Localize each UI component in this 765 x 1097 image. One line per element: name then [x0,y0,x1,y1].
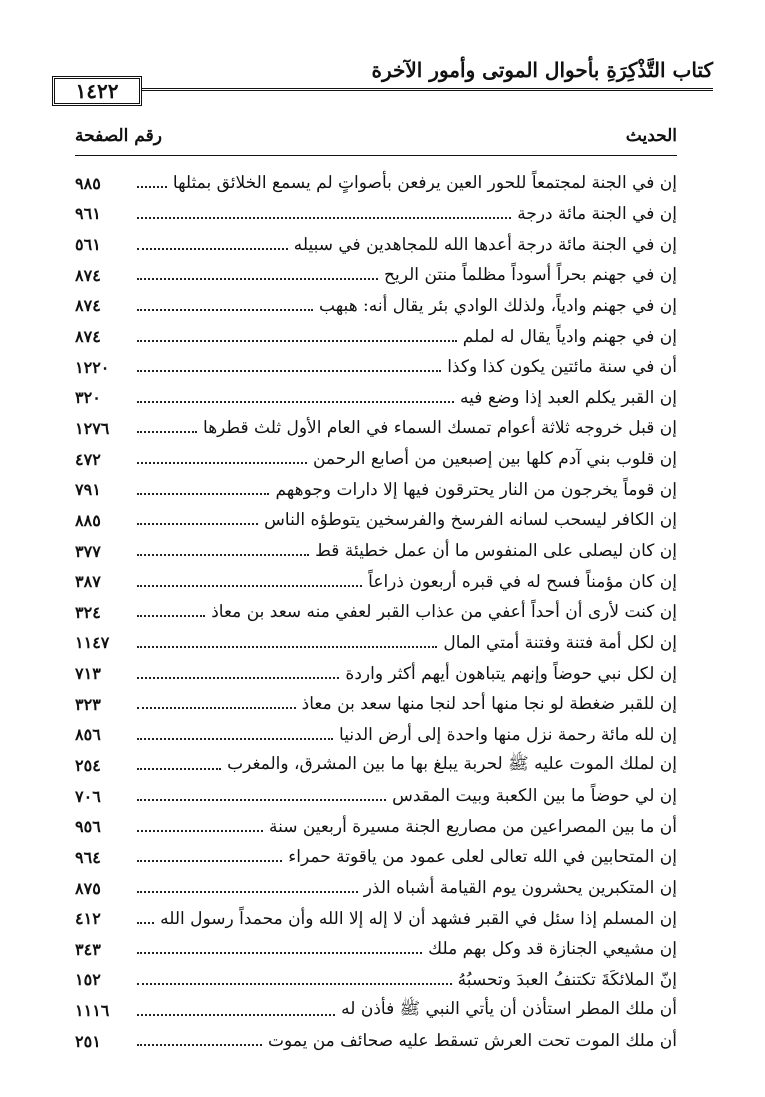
index-entry [75,474,677,505]
index-entry [75,628,677,659]
dot-leader [137,768,221,770]
entry-page-number: ١٢٢٠ [75,357,110,377]
index-entry [75,536,677,567]
dot-leader [137,891,358,893]
entry-text: إن القبر يكلم العبد إذا وضع فيه [460,387,677,408]
entry-page-number: ٧٩١ [75,480,101,500]
running-header [52,58,713,102]
entry-page-number: ٤٧٢ [75,449,101,469]
header-rule [142,88,713,91]
entry-page-number: ٧١٣ [75,664,101,684]
entry-page-number: ٣٢٣ [75,694,101,714]
index-entry [75,965,677,996]
index-entry [75,995,677,1026]
entry-text: إن في الجنة لمجتمعاً للحور العين يرفعن بأصواتٍ لم يسمع الخلائق بمثلها [172,173,677,194]
dot-leader [137,738,333,740]
index-entry [75,444,677,475]
dot-leader [137,401,454,403]
index-entry [75,873,677,904]
index-entry [75,352,677,383]
dot-leader [137,615,205,617]
page-number-box [52,76,142,106]
index-entry [75,811,677,842]
entry-text: أن ما بين المصراعين من مصاريع الجنة مسيرة أربعين سنة [268,816,677,837]
entry-text: أن في سنة مائتين يكون كذا وكذا [447,357,677,378]
entry-text: إن مشيعي الجنازة قد وكل بهم ملك [428,939,677,960]
dot-leader [137,799,386,801]
index-entry [75,168,677,199]
entry-page-number: ٩٦٤ [75,847,101,867]
entry-page-number: ٢٥٤ [75,755,101,775]
dot-leader [137,370,441,372]
entry-page-number: ٩٥٦ [75,817,101,837]
entry-page-number: ٣٢٤ [75,602,101,622]
entry-text: إن كنت لأرى أن أحداً أعفي من عذاب القبر لعفي منه سعد بن معاذ [211,602,677,623]
entry-text: إن للقبر ضغطة لو نجا منها أحد لنجا منها سعد بن معاذ [301,694,677,715]
entry-text: إن قوماً يخرجون من النار يحترقون فيها إلا دارات وجوههم [275,479,677,500]
index-entry [75,199,677,230]
index-entry [75,291,677,322]
entry-page-number: ٨٧٥ [75,878,101,898]
entry-page-number: ٤١٢ [75,909,101,929]
dot-leader [137,922,154,924]
entry-text: إن المتحابين في الله تعالى لعلى عمود من ياقوتة حمراء [288,847,677,868]
index-entry [75,1026,677,1057]
dot-leader [137,462,307,464]
entry-text: إن لكل نبي حوضاً وإنهم يتباهون أيهم أكثر واردة [345,663,677,684]
entry-text: إن لملك الموت عليه ﷺ لحربة يبلغ بها ما بين المشرق، والمغرب [227,753,677,774]
dot-leader [137,585,362,587]
dot-leader [137,860,282,862]
index-entry [75,750,677,781]
entry-text: إن لي حوضاً ما بين الكعبة وبيت المقدس [392,786,677,807]
index-entry [75,260,677,291]
index-entry [75,413,677,444]
index-entry [75,903,677,934]
entry-text: إن لكل أمة فتنة وفتنة أمتي المال [443,632,677,653]
entry-page-number: ٩٨٥ [75,173,101,193]
index-entry [75,566,677,597]
entry-text: إن في جهنم وادياً، ولذلك الوادي بئر يقال أنه: هبهب [319,295,677,316]
dot-leader [137,952,422,954]
entry-text: إن المسلم إذا سئل في القبر فشهد أن لا إله إلا الله وأن محمداً رسول الله [160,908,677,929]
entry-text: إن في الجنة مائة درجة أعدها الله للمجاهدين في سبيله [293,234,677,255]
entry-text: أن ملك المطر استأذن أن يأتي النبي ﷺ فأذن له [341,999,677,1020]
entry-text: إن في جهنم بحراً أسوداً مظلماً منتن الريح [384,265,677,286]
dot-leader [137,523,258,525]
entry-page-number: ١١١٦ [75,1001,110,1021]
entry-text: إن في جهنم وادياً يقال له لملم [462,326,677,347]
index-entry [75,382,677,413]
dot-leader [137,554,309,556]
column-header-hadith: الحديث [625,126,677,146]
dot-leader [137,340,457,342]
dot-leader [137,830,263,832]
dot-leader [137,217,511,219]
index-entry [75,842,677,873]
index-entry [75,689,677,720]
dot-leader [137,493,269,495]
entry-text: إن كان مؤمناً فسح له في قبره أربعون ذراعاً [368,571,677,592]
entry-page-number: ٨٨٥ [75,510,101,530]
entry-page-number: ٩٦١ [75,204,101,224]
column-header-rule [75,155,677,156]
entry-page-number: ٣٤٣ [75,939,101,959]
dot-leader [137,1014,335,1016]
entry-page-number: ٨٥٦ [75,725,101,745]
entry-text: إن في الجنة مائة درجة [517,203,677,224]
dot-leader [137,186,167,188]
entry-page-number: ٨٧٤ [75,296,101,316]
entry-page-number: ١٥٢ [75,970,101,990]
index-entry [75,597,677,628]
index-entry [75,658,677,689]
entry-page-number: ٧٠٦ [75,786,101,806]
index-entry [75,505,677,536]
column-headers [75,126,677,154]
entry-text: إن كان ليصلى على المنفوس ما أن عمل خطيئة قط [315,541,677,561]
index-entry [75,720,677,751]
dot-leader [137,707,296,709]
column-header-page: رقم الصفحة [75,126,162,146]
entry-page-number: ٨٧٤ [75,327,101,347]
entry-text: أن ملك الموت تحت العرش تسقط عليه صحائف من يموت [267,1031,677,1052]
index-entry [75,781,677,812]
index-entry [75,934,677,965]
entry-text: إنّ الملائكَةَ تكتنفُ العبدَ وتحسبُهُ [457,969,677,990]
index-entry [75,229,677,260]
entry-text: إن قلوب بني آدم كلها بين إصبعين من أصابع الرحمن [312,449,677,470]
entry-page-number: ٣٨٧ [75,572,101,592]
entry-text: إن لله مائة رحمة نزل منها واحدة إلى أرض الدنيا [339,724,677,745]
entry-page-number: ١٢٧٦ [75,418,110,438]
entry-page-number: ٣٧٧ [75,541,101,561]
entry-text: إن قبل خروجه ثلاثة أعوام تمسك السماء في العام الأول ثلث قطرها [203,418,677,439]
entry-page-number: ٨٧٤ [75,265,101,285]
dot-leader [137,677,339,679]
entry-text: إن الكافر ليسحب لسانه الفرسخ والفرسخين يتوطؤه الناس [264,510,677,531]
dot-leader [137,1044,262,1046]
dot-leader [137,983,452,985]
hadith-index-list [75,168,677,1057]
dot-leader [137,431,197,433]
index-entry [75,321,677,352]
dot-leader [137,646,437,648]
dot-leader [137,248,288,250]
dot-leader [137,278,378,280]
entry-page-number: ٣٢٠ [75,388,101,408]
page-number: ١٤٢٢ [75,79,119,103]
entry-page-number: ٢٥١ [75,1031,101,1051]
entry-page-number: ١١٤٧ [75,633,110,653]
entry-text: إن المتكبرين يحشرون يوم القيامة أشباه الذر [363,878,677,899]
dot-leader [137,309,313,311]
book-title: كتاب التَّذْكِرَةِ بأحوال الموتى وأمور الآخرة [371,58,713,82]
entry-page-number: ٥٦١ [75,235,101,255]
